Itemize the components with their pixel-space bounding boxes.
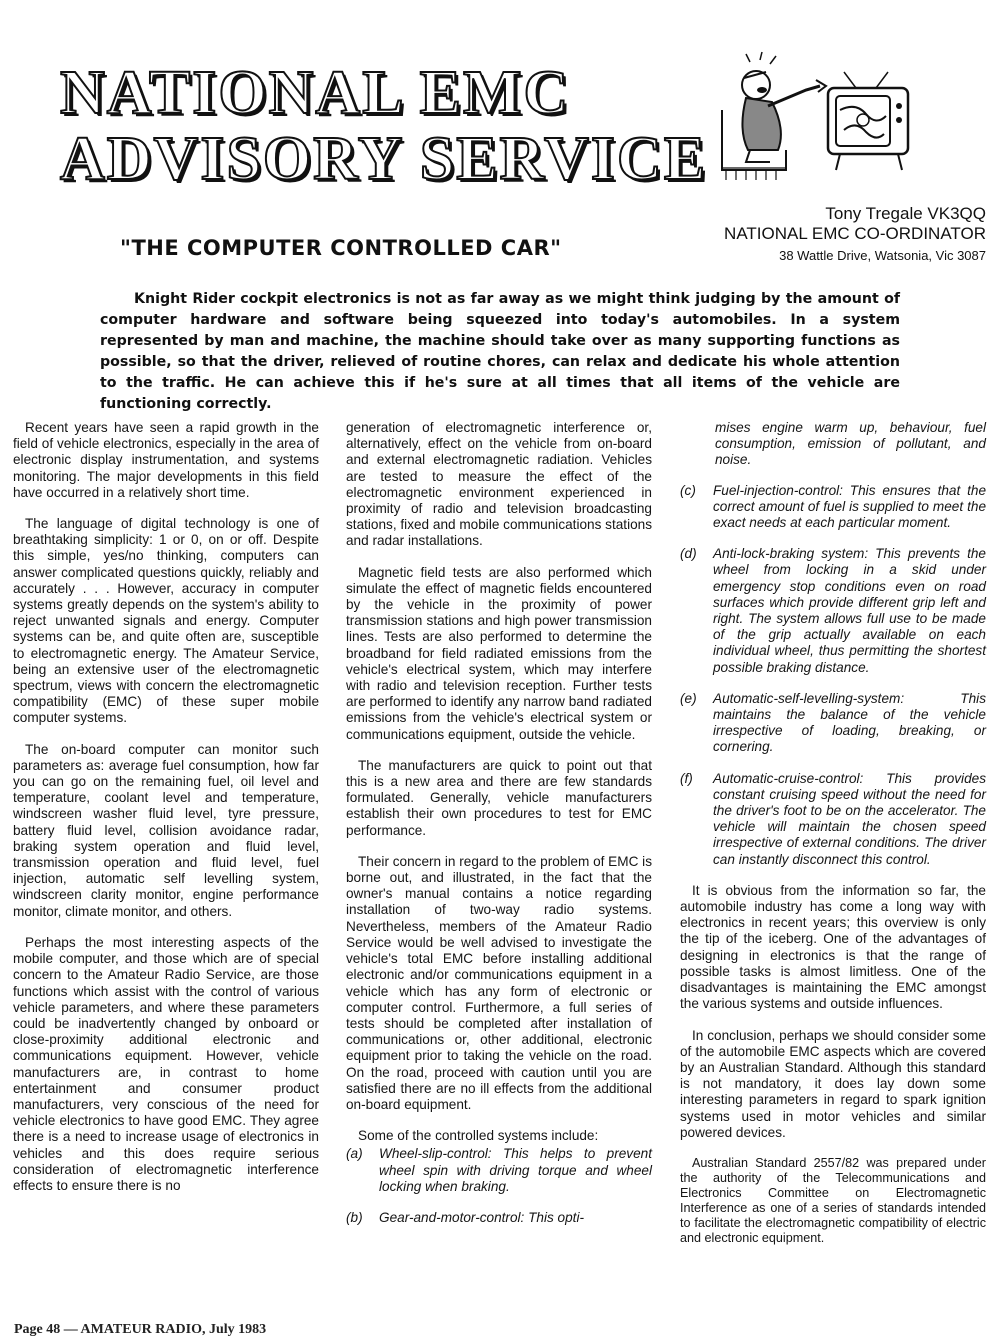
list-item bbox=[680, 483, 986, 532]
list-item-label: (d) bbox=[680, 546, 697, 562]
list-item-label: (f) bbox=[680, 770, 693, 786]
list-item-text: Automatic-cruise-control: This provides constant cruising speed without the need for the driver's foot to be on the accelerator. The vehicle will maintain the chosen speed irrespective of external conditions. The driver can instantly disconnect this control. bbox=[713, 770, 986, 867]
masthead-line-2: ADVISORY SERVICE bbox=[60, 125, 708, 193]
paragraph: It is obvious from the information so far, the automobile industry has come a long way with electronics in recent years; this overview is only the tip of the iceberg. One of the advantages of designing in electronics is that the range of possible tasks is almost limitless. One of the disadvantages is maintaining the EMC amongst the various systems and outside influences. bbox=[680, 882, 986, 1012]
author-block bbox=[724, 204, 986, 265]
paragraph: Recent years have seen a rapid growth in the field of vehicle electronics, especially in the area of electronic display instrumentation, and systems monitoring. The major developments in this field have occurred in a relatively short time. bbox=[13, 420, 319, 500]
list-item-text: Wheel-slip-control: This helps to prevent wheel spin with driving torque and wheel locking when braking. bbox=[379, 1146, 652, 1194]
paragraph: The on-board computer can monitor such parameters as: average fuel consumption, how far you can go on the remaining fuel, oil level and temperature, coolant level and temperature, windscreen washer fluid level, tyre pressure, battery fluid level, collision avoidance radar, braking system operation and fluid level, transmission operation and fluid level, fuel injection, automatic self levelling system, windscreen clarity monitor, engine performance monitor, climate monitor, and others. bbox=[13, 741, 319, 919]
column-3 bbox=[680, 420, 986, 1261]
list-item-label: (a) bbox=[346, 1146, 363, 1162]
cartoon-illustration bbox=[716, 50, 916, 190]
list-item-text: Automatic-self-levelling-system: This maintains the balance of the vehicle irrespective of loading, breaking, or cornering. bbox=[713, 690, 986, 755]
paragraph: Australian Standard 2557/82 was prepared under the authority of the Telecommunications and Electronics Committee on Electromagnetic Interference as one of a series of standards intended to facilitate the electromagnetic compatibility of electric and electronic equipment. bbox=[680, 1155, 986, 1245]
paragraph: Magnetic field tests are also performed which simulate the effect of magnetic fields encountered by the vehicle in the proximity of power transmission stations and high power transmission lines. Tests are also performed to determine the broadband for field radiated emissions from the vehicle's electrical system, which may interfere with radio and television reception. Further tests are performed to identify any narrow band radiated emissions from the vehicle's electrical system or communications equipment, outside the vehicle. bbox=[346, 564, 652, 742]
paragraph: Perhaps the most interesting aspects of the mobile computer, and those which are of special concern to the Amateur Radio Service, are those functions which assist with the control of various vehicle parameters, and where these parameters could be inadvertently changed by onboard or close-proximity additional electronic and communications equipment. However, vehicle manufacturers are, in contrast to home entertainment and consumer product manufacturers, very conscious of the need for vehicle electronics to have good EMC. They agree there is a need to increase usage of electronics in vehicles and this does require serious consideration of electromagnetic interference effects to ensure there is no bbox=[13, 934, 319, 1193]
article-intro: Knight Rider cockpit electronics is not as far away as we might think judging by the amount of computer hardware and software being squeezed into today's automobiles. In a system represented by man and machine, the machine should take over as many supporting functions as possible, so that the driver, relieved of routine chores, can relax and dedicate his whole attention to the traffic. He can achieve this if he's sure at all times that all items of the vehicle are functioning correctly. bbox=[100, 291, 900, 412]
masthead-line-1: NATIONAL EMC bbox=[60, 59, 571, 127]
column-1 bbox=[13, 420, 319, 1209]
author-name: Tony Tregale VK3QQ bbox=[825, 204, 986, 223]
paragraph: In conclusion, perhaps we should consider some of the automobile EMC aspects which are covered by an Australian Standard. Although this standard is not mandatory, it does lay down some interesting parameters in regard to spark ignition systems used in motor vehicles and similar powered devices. bbox=[680, 1027, 986, 1140]
article-headline: "THE COMPUTER CONTROLLED CAR" bbox=[120, 236, 562, 260]
list-item-label: (c) bbox=[680, 482, 696, 498]
list-item-text: Gear-and-motor-control: This opti- bbox=[379, 1209, 584, 1225]
paragraph: Some of the controlled systems include: bbox=[358, 1128, 599, 1144]
paragraph: generation of electromagnetic interference or, alternatively, effect on the vehicle from on-board and external electromagnetic radiation. Vehicles are tested to measure the effect of the electromagnetic environment experienced in proximity of radio and television broadcasting stations, fixed and mobile communications stations and radar installations. bbox=[346, 420, 653, 549]
list-item-label: (b) bbox=[346, 1209, 363, 1225]
list-item-text: Fuel-injection-control: This ensures that the correct amount of fuel is supplied to meet the exact needs at each particular moment. bbox=[713, 482, 986, 531]
list-item bbox=[346, 1210, 652, 1226]
list-item bbox=[680, 691, 986, 756]
author-role: NATIONAL EMC CO-ORDINATOR bbox=[724, 224, 986, 243]
list-item-label: (e) bbox=[680, 690, 697, 706]
paragraph: Their concern in regard to the problem of EMC is borne out, and illustrated, in the fact that the owner's manual contains a notice regarding installation of two-way radio systems. Nevertheless, members of the Amateur Radio Service would be well advised to investigate the vehicle's total EMC before installing additional electronic and/or communications equipment in a vehicle which has any form of electronic or computer control. Furthermore, a full series of tests should be completed after installation of communications or, other additional, electronic equipment prior to taking the vehicle on the road. On the road, proceed with caution until you are satisfied there are no ill effects from the additional on-board equipment. bbox=[346, 853, 652, 1112]
paragraph: The manufacturers are quick to point out that this is a new area and there are few standards formulated. Generally, vehicle manufacturers establish their own procedures to test for EMC performance. bbox=[346, 757, 652, 838]
paragraph: The language of digital technology is one of breathtaking simplicity: 1 or 0, on or off. Despite this simple, yes/no thinking, computers can answer complicated questions quickly, reliably and accurately . . . However, accuracy in computer systems greatly depends on the system's ability to reject unwanted signals and energy. Computer systems can be, and quite often are, susceptible to electromagnetic energy. The Amateur Service, being an extensive user of the electromagnetic spectrum, views with concern the electromagnetic compatibility (EMC) of these super mobile computer systems. bbox=[13, 516, 319, 726]
list-item-continuation: mises engine warm up, behaviour, fuel consumption, emission of pollutant, and noise. bbox=[715, 420, 986, 468]
list-item bbox=[680, 546, 986, 676]
list-item-text: Anti-lock-braking system: This prevents the wheel from locking in a skid under emergency stop conditions even on road surfaces which provide different grip left and right. The system allows full use to be made of the grip actually available on each individual wheel, thus permitting the shortest possible braking distance. bbox=[713, 546, 986, 675]
author-address: 38 Wattle Drive, Watsonia, Vic 3087 bbox=[779, 248, 986, 263]
list-item bbox=[680, 771, 986, 868]
page-footer: Page 48 — AMATEUR RADIO, July 1983 bbox=[14, 1322, 267, 1337]
column-2 bbox=[346, 420, 652, 1241]
masthead-title bbox=[60, 60, 710, 192]
list-item bbox=[346, 1146, 652, 1195]
